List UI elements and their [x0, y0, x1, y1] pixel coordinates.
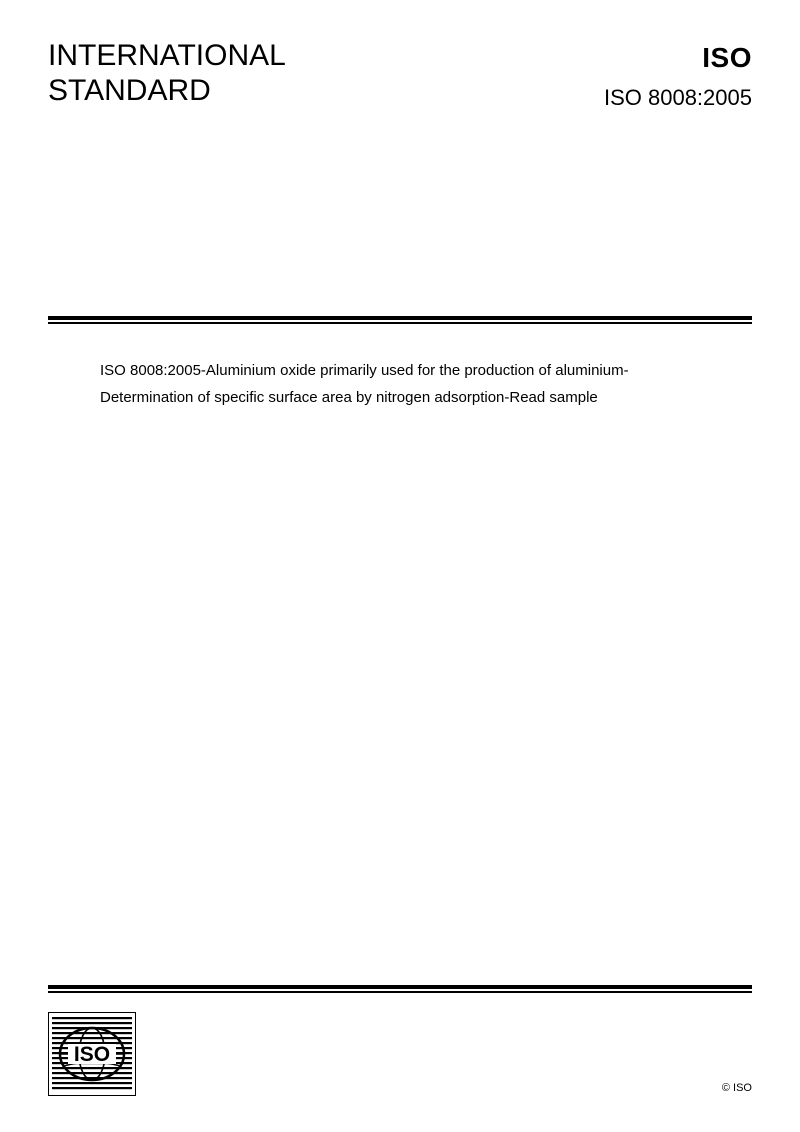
iso-logo: [48, 1012, 136, 1096]
svg-text:ISO: ISO: [73, 1043, 111, 1066]
divider-thin-line: [48, 322, 752, 324]
top-divider: [48, 316, 752, 324]
bottom-divider: [48, 985, 752, 993]
page-header: [0, 0, 800, 130]
document-title: ISO 8008:2005-Aluminium oxide primarily used for the production of aluminium-Determination of specific surface area by nitrogen adsorption-Read sample: [100, 362, 629, 406]
document-type: [48, 38, 468, 108]
organization-name: ISO: [702, 42, 752, 73]
divider-thin-line: [48, 991, 752, 993]
document-reference: ISO 8008:2005: [603, 85, 752, 110]
iso-logo-icon: [48, 1012, 136, 1096]
copyright-notice: © ISO: [721, 1082, 752, 1094]
document-type-line1: INTERNATIONAL: [48, 39, 286, 72]
document-type-line2: STANDARD: [48, 74, 211, 107]
